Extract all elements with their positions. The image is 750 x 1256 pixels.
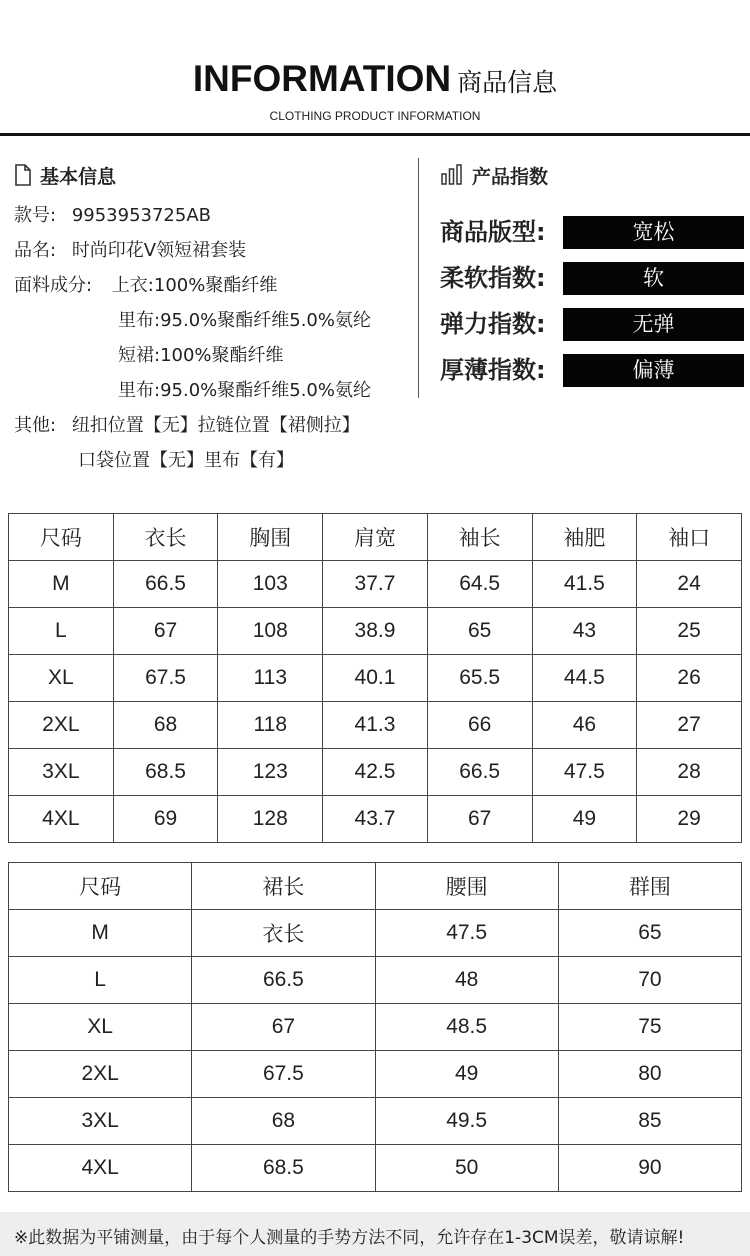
table-cell: 4XL <box>9 1145 192 1192</box>
fabric-line: 里布:95.0%聚酯纤维5.0%氨纶 <box>118 310 371 331</box>
table-cell: 66.5 <box>113 561 218 608</box>
table-cell: 2XL <box>9 1051 192 1098</box>
table-cell: L <box>9 957 192 1004</box>
table-header-cell: 裙长 <box>192 863 375 910</box>
table-cell: XL <box>9 655 114 702</box>
table-cell: 64.5 <box>427 561 532 608</box>
subtitle: CLOTHING PRODUCT INFORMATION <box>269 109 481 123</box>
table-cell: 43.7 <box>323 796 428 843</box>
table-row <box>9 1098 742 1145</box>
fabric-label: 面料成分: <box>14 275 93 296</box>
table-cell: 90 <box>558 1145 741 1192</box>
table-cell: M <box>9 561 114 608</box>
index-label: 商品版型: <box>440 218 546 246</box>
table-cell: 28 <box>637 749 742 796</box>
other-row <box>14 414 360 438</box>
table-cell: 50 <box>375 1145 558 1192</box>
table-cell: 46 <box>532 702 637 749</box>
table-cell: 48.5 <box>375 1004 558 1051</box>
table-header-cell: 衣长 <box>113 514 218 561</box>
title-cn: 商品信息 <box>457 68 558 97</box>
table-cell: 41.5 <box>532 561 637 608</box>
style-no-label: 款号: <box>14 205 57 226</box>
table-cell: 113 <box>218 655 323 702</box>
table-cell: 68.5 <box>192 1145 375 1192</box>
table-cell: 4XL <box>9 796 114 843</box>
table-cell: 118 <box>218 702 323 749</box>
header-divider <box>0 133 750 136</box>
table-cell: 47.5 <box>375 910 558 957</box>
table-row <box>9 796 742 843</box>
table-header-cell: 袖长 <box>427 514 532 561</box>
table-row <box>9 655 742 702</box>
table-cell: 75 <box>558 1004 741 1051</box>
other-line: 纽扣位置【无】拉链位置【裙侧拉】 <box>71 415 360 436</box>
basic-info-section <box>14 160 414 471</box>
table-cell: 3XL <box>9 1098 192 1145</box>
product-index-section <box>440 160 745 384</box>
table-cell: 103 <box>218 561 323 608</box>
header <box>0 0 750 140</box>
index-label: 弹力指数: <box>440 310 546 338</box>
table-cell: 41.3 <box>323 702 428 749</box>
table-cell: 47.5 <box>532 749 637 796</box>
product-name-value: 时尚印花V领短裙套装 <box>71 240 247 261</box>
table-cell: 衣长 <box>192 910 375 957</box>
fabric-line: 里布:95.0%聚酯纤维5.0%氨纶 <box>118 380 371 401</box>
top-size-table <box>8 513 742 843</box>
table-cell: 3XL <box>9 749 114 796</box>
bar-chart-icon <box>440 164 464 186</box>
table-row <box>9 608 742 655</box>
table-header-row <box>9 863 742 910</box>
table-header-cell: 肩宽 <box>323 514 428 561</box>
table-header-cell: 尺码 <box>9 514 114 561</box>
table-row <box>9 910 742 957</box>
table-cell: 66.5 <box>427 749 532 796</box>
table-cell: 67 <box>192 1004 375 1051</box>
table-cell: 25 <box>637 608 742 655</box>
table-cell: 68.5 <box>113 749 218 796</box>
table-row <box>9 1051 742 1098</box>
table-cell: 69 <box>113 796 218 843</box>
table-cell: 66 <box>427 702 532 749</box>
fabric-row <box>14 274 277 298</box>
table-cell: 43 <box>532 608 637 655</box>
table-cell: 65 <box>427 608 532 655</box>
index-value-badge: 宽松 <box>563 216 744 249</box>
table-cell: 85 <box>558 1098 741 1145</box>
table-cell: 67 <box>427 796 532 843</box>
table-row <box>9 702 742 749</box>
table-cell: 67.5 <box>113 655 218 702</box>
fabric-line: 短裙:100%聚酯纤维 <box>118 345 284 366</box>
footer-note-text: ※此数据为平铺测量，由于每个人测量的手势方法不同，允许存在1-3CM误差，敬请谅解! <box>14 1228 685 1248</box>
product-name-label: 品名: <box>14 240 57 261</box>
table-header-cell: 袖口 <box>637 514 742 561</box>
table-cell: 68 <box>113 702 218 749</box>
section-divider <box>418 158 419 398</box>
table-header-row <box>9 514 742 561</box>
table-cell: 65 <box>558 910 741 957</box>
product-name-row <box>14 239 246 263</box>
table-cell: 24 <box>637 561 742 608</box>
table-cell: M <box>9 910 192 957</box>
index-value-badge: 无弹 <box>563 308 744 341</box>
table-row <box>9 957 742 1004</box>
table-cell: 44.5 <box>532 655 637 702</box>
title-en: INFORMATION <box>192 58 452 99</box>
table-cell: 108 <box>218 608 323 655</box>
style-no-value: 9953953725AB <box>71 205 211 226</box>
table-cell: 128 <box>218 796 323 843</box>
table-row <box>9 749 742 796</box>
table-cell: 49 <box>375 1051 558 1098</box>
other-line: 口袋位置【无】里布【有】 <box>78 450 294 471</box>
footer-note <box>0 1212 750 1256</box>
table-cell: 2XL <box>9 702 114 749</box>
index-row-fit <box>440 216 745 249</box>
other-label: 其他: <box>14 415 57 436</box>
table-cell: 70 <box>558 957 741 1004</box>
table-cell: 66.5 <box>192 957 375 1004</box>
table-cell: 123 <box>218 749 323 796</box>
document-icon <box>14 164 32 186</box>
index-value-badge: 偏薄 <box>563 354 744 387</box>
table-row <box>9 1145 742 1192</box>
product-index-heading-text: 产品指数 <box>472 165 549 188</box>
table-cell: 26 <box>637 655 742 702</box>
table-cell: 27 <box>637 702 742 749</box>
table-cell: 38.9 <box>323 608 428 655</box>
table-row <box>9 561 742 608</box>
table-cell: 67 <box>113 608 218 655</box>
table-cell: XL <box>9 1004 192 1051</box>
index-value-badge: 软 <box>563 262 744 295</box>
table-header-cell: 胸围 <box>218 514 323 561</box>
fabric-line: 上衣:100%聚酯纤维 <box>111 275 278 296</box>
table-cell: 40.1 <box>323 655 428 702</box>
table-header-cell: 袖肥 <box>532 514 637 561</box>
page-title <box>0 58 750 100</box>
index-row-elasticity <box>440 308 745 341</box>
index-label: 柔软指数: <box>440 264 546 292</box>
table-cell: 42.5 <box>323 749 428 796</box>
index-label: 厚薄指数: <box>440 356 546 384</box>
style-no-row <box>14 204 211 228</box>
table-header-cell: 腰围 <box>375 863 558 910</box>
skirt-size-table <box>8 862 742 1192</box>
table-cell: 65.5 <box>427 655 532 702</box>
basic-info-heading <box>14 160 414 190</box>
table-cell: 67.5 <box>192 1051 375 1098</box>
table-cell: 49.5 <box>375 1098 558 1145</box>
table-cell: 49 <box>532 796 637 843</box>
table-header-cell: 群围 <box>558 863 741 910</box>
table-cell: L <box>9 608 114 655</box>
product-index-heading <box>440 160 745 190</box>
table-header-cell: 尺码 <box>9 863 192 910</box>
table-cell: 37.7 <box>323 561 428 608</box>
index-row-softness <box>440 262 745 295</box>
table-cell: 29 <box>637 796 742 843</box>
table-cell: 80 <box>558 1051 741 1098</box>
basic-info-heading-text: 基本信息 <box>40 165 117 188</box>
table-row <box>9 1004 742 1051</box>
table-cell: 68 <box>192 1098 375 1145</box>
table-cell: 48 <box>375 957 558 1004</box>
index-row-thickness <box>440 354 745 387</box>
